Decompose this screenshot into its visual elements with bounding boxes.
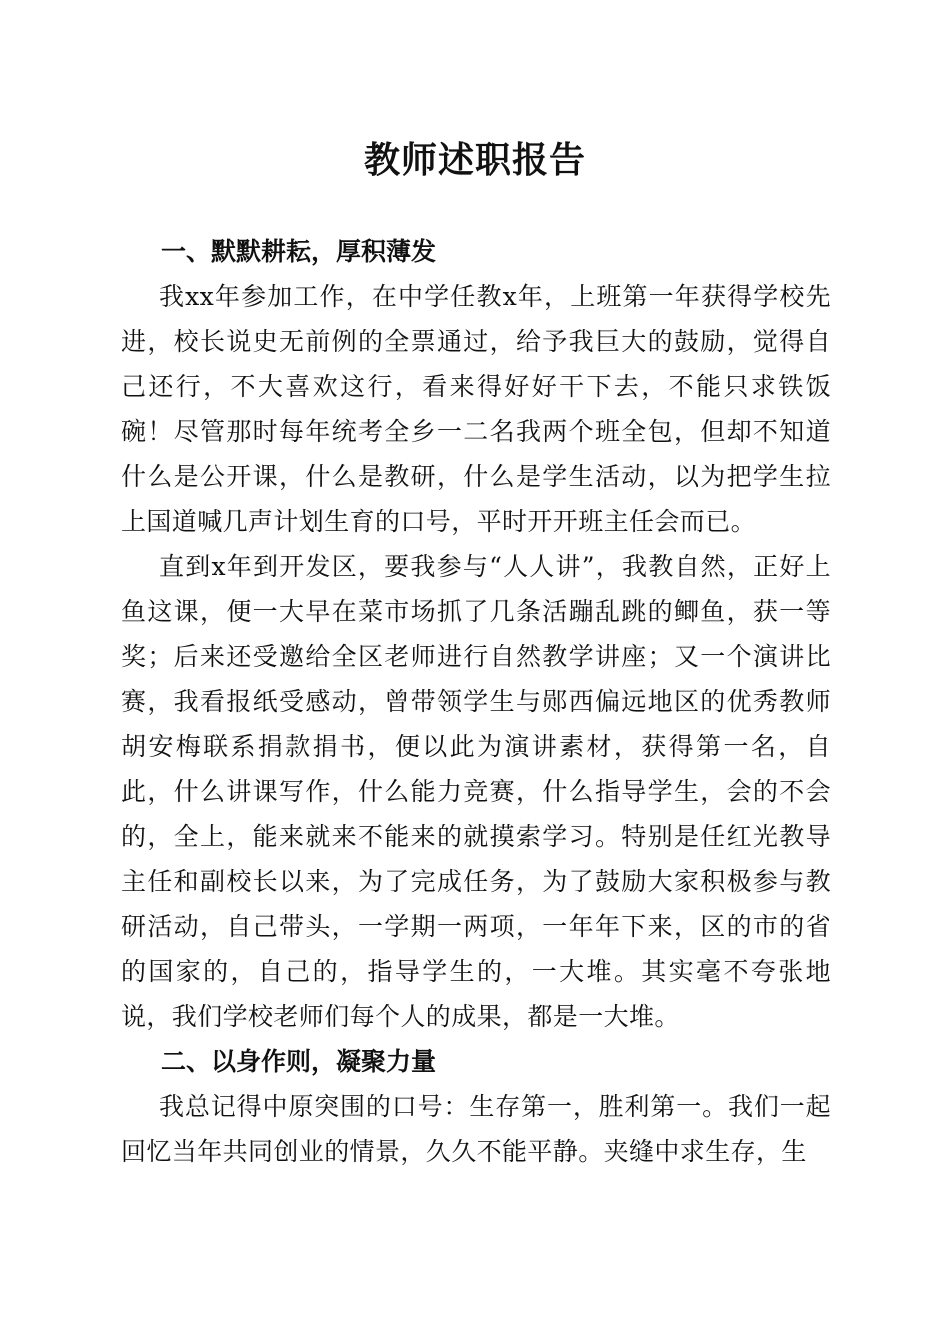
- section-heading-2: 二、以身作则，凝聚力量: [161, 1047, 437, 1076]
- document-title: 教师述职报告: [363, 139, 586, 181]
- document-body: [121, 229, 831, 1174]
- paragraph: 直到x年到开发区，要我参与“人人讲”，我教自然，正好上鱼这课，便一大早在菜市场抓了几条活蹦乱跳的鲫鱼，获一等奖；后来还受邀给全区老师进行自然教学讲座；又一个演讲比赛，我看报纸受感动，曾带领学生与郧西偏远地区的优秀教师胡安梅联系捐款捐书，便以此为演讲素材，获得第一名，自此，什么讲课写作，什么能力竞赛，什么指导学生，会的不会的，全上，能来就来不能来的就摸索学习。特别是任红光教导主任和副校长以来，为了完成任务，为了鼓励大家积极参与教研活动，自己带头，一学期一两项，一年年下来，区的市的省的国家的，自己的，指导学生的，一大堆。其实毫不夸张地说，我们学校老师们每个人的成果，都是一大堆。: [121, 552, 831, 1031]
- paragraph: 我总记得中原突围的口号：生存第一，胜利第一。我们一起回忆当年共同创业的情景，久久不能平静。夹缝中求生存，生: [121, 1092, 831, 1166]
- section-heading-1: 一、默默耕耘，厚积薄发: [161, 237, 437, 266]
- paragraph: 我xx年参加工作，在中学任教x年，上班第一年获得学校先进，校长说史无前例的全票通过，给予我巨大的鼓励，觉得自己还行，不大喜欢这行，看来得好好干下去，不能只求铁饭碗！尽管那时每年统考全乡一二名我两个班全包，但却不知道什么是公开课，什么是教研，什么是学生活动，以为把学生拉上国道喊几声计划生育的口号，平时开开班主任会而已。: [121, 282, 831, 536]
